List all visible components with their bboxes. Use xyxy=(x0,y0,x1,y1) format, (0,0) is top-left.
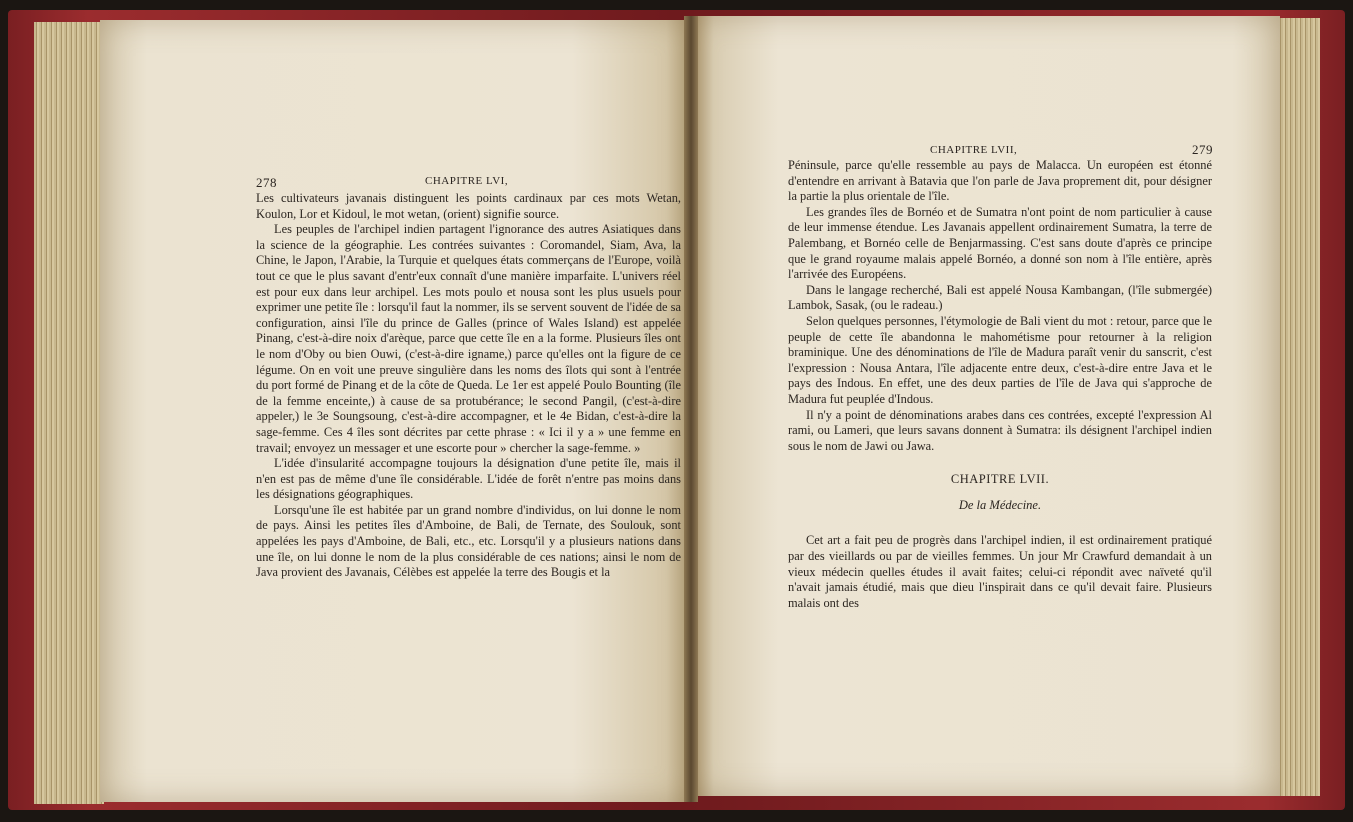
paragraph: Cet art a fait peu de progrès dans l'archipel indien, il est ordinairement pratiqué par des vieillards ou par de vieilles femmes. Un jour Mr Crawfurd demandait à un vieux médecin quelles études il avait faites; celui-ci répondit avec naïveté qu'il n'avait jamais étudié, mais que dieu l'inspirait dans ce qu'il devait faire. Plusieurs malais ont des xyxy=(788,533,1212,610)
paragraph: Selon quelques personnes, l'étymologie de Bali vient du mot : retour, parce que le peuple de cette île abandonna le mahométisme pour retourner à la religion braminique. Une des dénominations de l'île de Madura paraît venir du sanscrit, c'est l'expression : Nousa Antara, l'île adjacente entre deux, c'est-à-dire entre Java et le pays des Indous. En effet, une des deux parties de l'île de Java qui s'approche de Madura fut peuplée d'Indous. xyxy=(788,313,1212,406)
right-page-number: 279 xyxy=(1192,142,1213,157)
paragraph: Les grandes îles de Bornéo et de Sumatra n'ont point de nom particulier à cause de leur immense étendue. Les Javanais appellent ordinairement Sumatra, la terre de Palembang, et Bornéo celle de Benjarmassing. C'est sans doute d'après ce principe que le grand royaume malais appelé Bornéo, a donné son nom à l'île entière, après l'arrivée des Européens. xyxy=(788,204,1212,282)
paragraph: Péninsule, parce qu'elle ressemble au pays de Malacca. Un européen est étonné d'entendre en arrivant à Batavia que l'on parle de Java proprement dit, pour désigner la partie la plus orientale de l'île. xyxy=(788,158,1212,204)
chapter-title: CHAPITRE LVII. xyxy=(950,472,1050,487)
paragraph: Il n'y a point de dénominations arabes dans ces contrées, excepté l'expression Al rami, ou Lameri, que leurs savans donnent à Sumatra: ils désignent l'archipel indien sous le nom de Jawi ou Jawa. xyxy=(788,407,1212,453)
paragraph: Lorsqu'une île est habitée par un grand nombre d'individus, on lui donne le nom de pays. Ainsi les petites îles d'Amboine, de Bali, de Ternate, des Soulouk, sont appelées les pays d'Amboine, de Bali, etc., etc. Lorsqu'il y a plusieurs nations dans une île, on lui donne le nom de la plus considérable de ces nations; ainsi le nom de Java provient des Javanais, Célèbes est appelée la terre des Bougis et la xyxy=(256,502,681,580)
right-running-head: CHAPITRE LVII, xyxy=(930,144,1018,156)
paragraph: Dans le langage recherché, Bali est appelé Nousa Kambangan, (l'île submergée) Lambok, Sasak, (ou le radeau.) xyxy=(788,282,1212,313)
chapter-subtitle: De la Médecine. xyxy=(958,497,1042,512)
left-page xyxy=(100,20,690,802)
paragraph: L'idée d'insularité accompagne toujours la désignation d'une petite île, mais il n'en est pas de même d'une île considérable. L'idée de forêt n'entre pas moins dans les désignations géographiques. xyxy=(256,456,681,502)
right-body-text xyxy=(788,158,1212,611)
page-edges-left xyxy=(34,22,104,804)
left-body-text xyxy=(256,191,681,581)
book-gutter xyxy=(684,16,698,802)
paragraph: Les cultivateurs javanais distinguent les points cardinaux par ces mots Wetan, Koulon, Lor et Kidoul, le mot wetan, (orient) signifie source. xyxy=(256,191,681,221)
paragraph: Les peuples de l'archipel indien partagent l'ignorance des autres Asiatiques dans la science de la géographie. Les contrées suivantes : Coromandel, Siam, Ava, la Chine, le Japon, l'Arabie, la Turquie et quelques états commerçans de l'Europe, voilà tout ce que le plus savant d'entr'eux connaît d'une manière imparfaite. L'univers réel est pour eux dans leur archipel. Les mots poulo et nousa sont les plus usuels pour exprimer une petite île : lorsqu'il faut la nommer, ils se servent souvent de l'idée de sa configuration, ainsi l'île du prince de Galles (prince of Wales Island) est appelée Pinang, c'est-à-dire noix d'arèque, parce que cette île en a la forme. Plusieurs îles ont le nom d'Oby ou bien Ouwi, (c'est-à-dire igname,) parce qu'elles ont la figure de ce légume. On en voit une preuve singulière dans les noms des îlots qui sont à l'entrée du port formé de Pinang et de la côte de Queda. Le 1er est appelé Poulo Bounting (île de la femme enceinte,) à cause de sa protubérance; le second Pangil, (c'est-à-dire appeler,) le 3e Soungsoung, c'est-à-dire accompagner, et le 4e Bidan, c'est-à-dire la sage-femme. Ces 4 îles sont décrites par cette phrase : « Ici il y a » une femme en travail; envoyez un messager et une escorte pour » chercher la sage-femme. » xyxy=(256,222,681,455)
left-page-number: 278 xyxy=(256,175,277,190)
right-page xyxy=(690,16,1280,796)
left-running-head: CHAPITRE LVI, xyxy=(425,175,509,187)
